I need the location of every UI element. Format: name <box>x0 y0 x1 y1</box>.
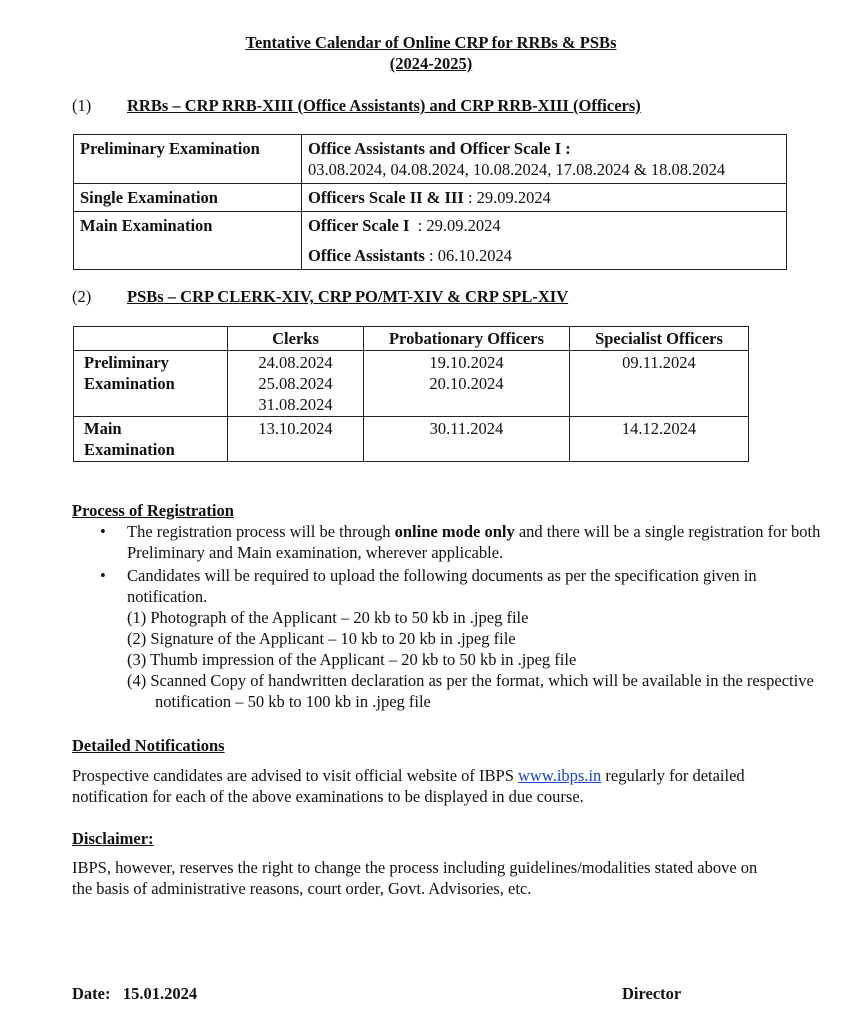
signatory: Director <box>622 984 682 1003</box>
document-item: (3) Thumb impression of the Applicant – 20 kb to 50 kb in .jpeg file <box>127 650 577 669</box>
row-value-heading: Officer Scale I <box>308 216 410 235</box>
date-value: 24.08.2024 <box>258 353 333 372</box>
row-label-line: Examination <box>84 440 175 459</box>
table-row <box>74 212 787 270</box>
document-item: (4) Scanned Copy of handwritten declaration as per the format, which will be available in the respective notification – 50 kb to 100 kb in .jpeg file <box>127 671 814 711</box>
table-row <box>74 184 787 212</box>
column-header: Probationary Officers <box>364 327 570 351</box>
bullet-icon: • <box>100 522 106 541</box>
row-label: Single Examination <box>74 184 302 212</box>
row-label <box>74 417 228 462</box>
date-value: 19.10.2024 <box>429 353 504 372</box>
row-value <box>302 212 787 270</box>
row-value <box>302 135 787 184</box>
po-cell <box>364 351 570 417</box>
table-row <box>74 417 749 462</box>
po-cell <box>364 417 570 462</box>
list-item-text: and there will be a single registration for both Preliminary and Main examination, wherever applicable. <box>127 522 821 562</box>
so-cell <box>570 351 749 417</box>
row-value-dates: 03.08.2024, 04.08.2024, 10.08.2024, 17.08.2024 & 18.08.2024 <box>308 160 726 179</box>
list-item-text: Candidates will be required to upload the following documents as per the specification given in notification. <box>127 566 757 606</box>
notifications-heading: Detailed Notifications <box>72 736 225 755</box>
row-value-date: : 29.09.2024 <box>463 188 551 207</box>
column-header: Specialist Officers <box>570 327 749 351</box>
row-label: Preliminary Examination <box>74 135 302 184</box>
so-cell <box>570 417 749 462</box>
date-value: 14.12.2024 <box>621 419 697 438</box>
row-label-line: Main <box>84 419 122 438</box>
list-item <box>100 565 827 712</box>
document-title <box>0 32 862 74</box>
row-label <box>74 351 228 417</box>
title-line-2: (2024-2025) <box>389 54 473 73</box>
row-label: Main Examination <box>74 212 302 270</box>
document-list <box>127 607 827 712</box>
bullet-icon: • <box>100 566 106 585</box>
clerks-cell <box>228 351 364 417</box>
row-value-heading: Office Assistants and Officer Scale I : <box>308 139 571 158</box>
title-line-1: Tentative Calendar of Online CRP for RRBs & PSBs <box>245 33 617 52</box>
date-value: 15.01.2024 <box>122 984 198 1003</box>
row-label-line: Preliminary <box>84 353 169 372</box>
document-item: (1) Photograph of the Applicant – 20 kb to 50 kb in .jpeg file <box>127 608 529 627</box>
section1-heading: RRBs – CRP RRB-XIII (Office Assistants) and CRP RRB-XIII (Officers) <box>127 96 641 115</box>
date-value: 09.11.2024 <box>622 353 696 372</box>
date-label: Date: <box>72 984 111 1003</box>
rrb-schedule-table <box>73 134 787 270</box>
document-item: (2) Signature of the Applicant – 10 kb to 20 kb in .jpeg file <box>127 629 516 648</box>
notifications-text-part: Prospective candidates are advised to visit official website of IBPS <box>72 766 519 785</box>
date-value: 13.10.2024 <box>258 419 333 438</box>
row-value-heading: Office Assistants <box>308 246 425 265</box>
table-row <box>74 351 749 417</box>
table-header-row <box>74 327 749 351</box>
list-item-text: The registration process will be through <box>127 522 395 541</box>
row-label-line: Examination <box>84 374 175 393</box>
clerks-cell <box>228 417 364 462</box>
notifications-text <box>72 765 772 807</box>
psb-schedule-table <box>73 326 749 462</box>
date-value: 30.11.2024 <box>429 419 504 438</box>
date-value: 25.08.2024 <box>258 374 333 393</box>
column-header <box>74 327 228 351</box>
column-header: Clerks <box>228 327 364 351</box>
disclaimer-heading: Disclaimer: <box>72 829 154 848</box>
ibps-website-link[interactable]: www.ibps.in <box>518 766 602 785</box>
row-value-date: : 06.10.2024 <box>424 246 512 265</box>
list-item-emphasis: online mode only <box>394 522 515 541</box>
table-row <box>74 135 787 184</box>
registration-list <box>72 521 827 714</box>
date-value: 20.10.2024 <box>429 374 504 393</box>
notifications-text-part: regularly for detailed notification for each of the above examinations to be displayed in due course. <box>72 766 745 806</box>
row-value-date: : 29.09.2024 <box>409 216 501 235</box>
section1-number: (1) <box>72 96 92 115</box>
registration-heading: Process of Registration <box>72 501 234 520</box>
date-value: 31.08.2024 <box>258 395 333 414</box>
list-item <box>100 521 827 563</box>
row-value-heading: Officers Scale II & III <box>308 188 464 207</box>
disclaimer-text: IBPS, however, reserves the right to change the process including guidelines/modalities stated above on the basis of administrative reasons, court order, Govt. Advisories, etc. <box>72 858 758 898</box>
date-line <box>72 983 197 1004</box>
row-value <box>302 184 787 212</box>
section2-heading: PSBs – CRP CLERK-XIV, CRP PO/MT-XIV & CRP SPL-XIV <box>127 287 569 306</box>
section2-number: (2) <box>72 287 92 306</box>
